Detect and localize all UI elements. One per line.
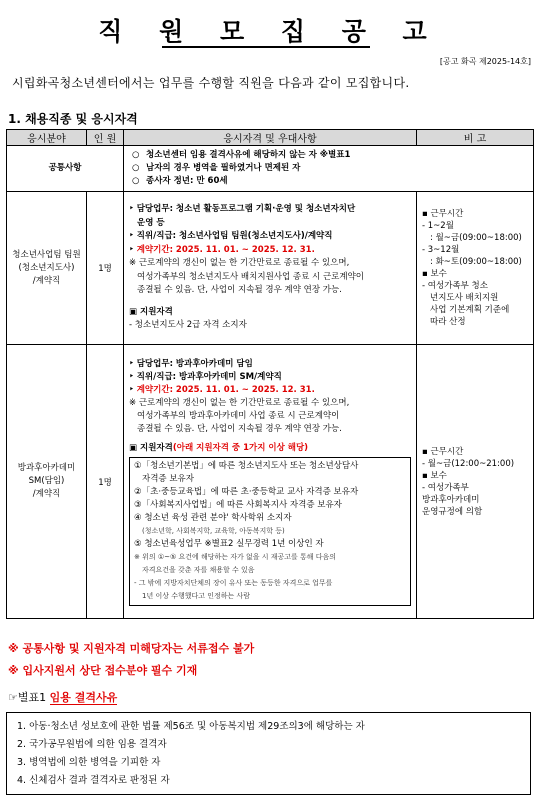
qualification-cell: ‣ 담당업무: 청소년 활동프로그램 기획·운영 및 청소년자치단 운영 등 ‣ 직위/직급: 청소년사업팀 팀원(청소년지도사)/계약직 ‣ 계약기간: 2025. 11. 01. ~ 2025. 12. 31. ※ 근로계약의 갱신이 없는 한 기간만료로 종료될 수 있으며, 여성가족부의 청소년지도사 배치지원사업 종료 시 근로계약이 종결될 수 있음. 단, 사업이 지속될 경우 계약 연장 가능. ▣ 지원자격 - 청소년지도사 2급 자격 소지자 xyxy=(124,192,417,345)
count-cell: 1명 xyxy=(87,345,124,619)
note-cell: ▪ 근무시간 - 월~금(12:00~21:00) ▪ 보수 - 여성가족부 방과후아카데미 운영규정에 의함 xyxy=(417,345,534,619)
warning-text: ※ 공통사항 및 지원자격 미해당자는 서류접수 불가 xyxy=(8,642,255,655)
intro-text: 시립화곡청소년센터에서는 업무를 수행할 직원을 다음과 같이 모집합니다. xyxy=(12,76,410,90)
list-item: 2. 국가공무원법에 의한 임용 결격자 xyxy=(17,739,167,750)
count-cell: 1명 xyxy=(87,192,124,345)
annex-box xyxy=(6,712,531,795)
section-heading: 1. 채용직종 및 응시자격 xyxy=(8,112,138,126)
table-row xyxy=(7,192,534,345)
common-label: 공통사항 xyxy=(7,146,124,192)
qualification-cell: ‣ 담당업무: 방과후아카데미 담임 ‣ 직위/직급: 방과후아카데미 SM/계약직 ‣ 계약기간: 2025. 11. 01. ~ 2025. 12. 31. ※ 근로계약의 갱신이 없는 한 기간만료로 종료될 수 있으며, 여성가족부의 방과후아카데미 사업 종료 시 근로계약이 종결될 수 있음. 단, 사업이 지속될 경우 계약 연장 가능. ▣ 지원자격(아래 지원자격 중 1가지 이상 해당) ①「청소년기본법」에 따른 청소년지도사 또는 청소년상담사 자격증 보유자 ②「초·중등교육법」에 따른 초·중등학교 교사 자격증 보유자 ③「사회복지사업법」에 따른 사회복지사 자격증 보유자 ④ 청소년 육성 관련 분야' 학사학위 소지자 (청소년학, 사회복지학, 교육학, 아동복지학 등) ⑤ 청소년육성업무 ※별표2 실무경력 1년 이상인 자 ※ 위의 ①~⑤ 요건에 해당하는 자가 없을 시 재공고를 통해 다음의 자격요건을 갖춘 자를 채용할 수 있음 - 그 밖에 지방자치단체의 장이 유사 또는 동등한 자격으로 업무를 1년 이상 수행했다고 인정하는 사람 xyxy=(124,345,417,619)
recruitment-table xyxy=(6,129,534,619)
annex-title: ☞별표1 임용 결격사유 xyxy=(8,691,118,704)
common-items xyxy=(124,146,534,192)
header-field: 응시분야 xyxy=(7,130,87,146)
qualification-list: ①「청소년기본법」에 따른 청소년지도사 또는 청소년상담사 자격증 보유자 ②「초·중등교육법」에 따른 초·중등학교 교사 자격증 보유자 ③「사회복지사업법」에 따른 사회복지사 자격증 보유자 ④ 청소년 육성 관련 분야' 학사학위 소지자 (청소년학, 사회복지학, 교육학, 아동복지학 등) ⑤ 청소년육성업무 ※별표2 실무경력 1년 이상인 자 ※ 위의 ①~⑤ 요건에 해당하는 자가 없을 시 재공고를 통해 다음의 자격요건을 갖춘 자를 채용할 수 있음 - 그 밖에 지방자치단체의 장이 유사 또는 동등한 자격으로 업무를 1년 이상 수행했다고 인정하는 사람 xyxy=(129,457,411,606)
list-item: ○ 종사자 정년: 만 60세 xyxy=(132,176,228,186)
title-underline xyxy=(162,46,370,48)
reference-number: [공고 화곡 제2025-14호] xyxy=(439,57,531,66)
list-item: ○ 청소년센터 임용 결격사유에 해당하지 않는 자 ※별표1 xyxy=(132,150,351,160)
common-row xyxy=(7,146,534,192)
list-item: 4. 신체검사 결과 결격자로 판정된 자 xyxy=(17,775,170,786)
header-count: 인 원 xyxy=(87,130,124,146)
header-note: 비 고 xyxy=(417,130,534,146)
list-item: ○ 남자의 경우 병역을 필하였거나 면제된 자 xyxy=(132,163,301,173)
note-cell: ▪ 근무시간 - 1~2월 : 월~금(09:00~18:00) - 3~12월 : 화~토(09:00~18:00) ▪ 보수 - 여성가족부 청소 년지도사 배치지원 사업 기본계획 기준에 따라 산정 xyxy=(417,192,534,345)
page-title: 직 원 모 집 공 고 xyxy=(98,17,441,46)
header-qualification: 응시자격 및 우대사항 xyxy=(124,130,417,146)
list-item: 3. 병역법에 의한 병역을 기피한 자 xyxy=(17,757,161,768)
table-row xyxy=(7,345,534,619)
table-header-row xyxy=(7,130,534,146)
field-cell: 방과후아카데미 SM(담임) /계약직 xyxy=(7,345,87,619)
list-item: 1. 아동·청소년 성보호에 관한 법률 제56조 및 아동복지법 제29조의3에 해당하는 자 xyxy=(17,721,365,732)
warning-text: ※ 입사지원서 상단 접수분야 필수 기재 xyxy=(8,664,198,677)
field-cell: 청소년사업팀 팀원 (청소년지도사) /계약직 xyxy=(7,192,87,345)
